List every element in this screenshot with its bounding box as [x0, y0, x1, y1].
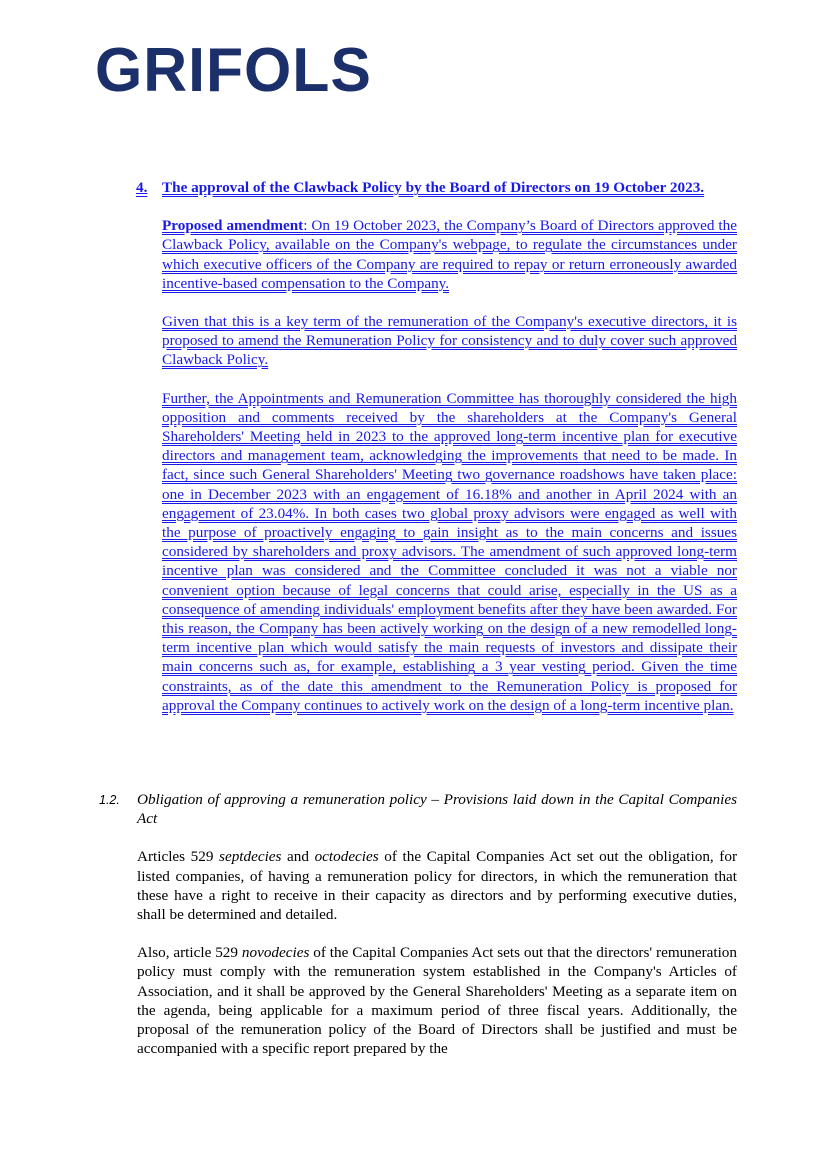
- amendment-block: [136, 178, 737, 734]
- grifols-logo: GRIFOLS: [95, 36, 372, 105]
- proposed-amendment-label: Proposed amendment: [162, 217, 304, 235]
- italic-term: octodecies: [314, 848, 379, 866]
- section-number: 1.2.: [99, 793, 120, 807]
- text-run: of the Capital Companies Act sets out that the directors' remuneration policy must comply with the remuneration system established in the Company's Articles of Association, and it shall be approved by the General Shareholders' Meeting as a separate item on the agenda, being applicable for a maximum period of three fiscal years. Additionally, the proposal of the remuneration policy of the Board of Directors shall be justified and must be accompanied with a specific report prepared by the: [137, 944, 737, 1058]
- italic-term: novodecies: [241, 944, 310, 962]
- text-run: Articles 529: [137, 848, 220, 866]
- amendment-paragraph-3: Further, the Appointments and Remuneration Committee has thoroughly considered the high opposition and comments received by the shareholders at the Company's General Shareholders' Meeting held in 2023 to the approved long-term incentive plan for executive directors and management team, acknowledging the improvements that need to be made. In fact, since such General Shareholders' Meeting two governance roadshows have taken place: one in December 2023 with an engagement of 16.18% and another in April 2024 with an engagement of 23.04%. In both cases two global proxy advisors were engaged as well with the purpose of proactively engaging to gain insight as to the main concerns and issues considered by shareholders and proxy advisors. The amendment of such approved long-term incentive plan was considered and the Committee concluded it was not a viable nor convenient option because of legal concerns that could arise, especially in the US as a consequence of amending individuals' employment benefits after they have been awarded. For this reason, the Company has been actively working on the design of a new remodelled long-term incentive plan which would satisfy the main requests of investors and dissipate their main concerns such as, for example, establishing a 3 year vesting period. Given the time constraints, as of the date this amendment to the Remuneration Policy is proposed for approval the Company continues to actively work on the design of a long-term incentive plan.: [162, 389, 737, 714]
- amendment-number: 4.: [136, 179, 148, 196]
- section-paragraph-2: [137, 943, 737, 1058]
- section-paragraph-1: [137, 847, 737, 924]
- amendment-paragraph-2: Given that this is a key term of the remuneration of the Company's executive directors, it is proposed to amend the Remuneration Policy for consistency and to duly cover such approved Clawback Policy.: [162, 313, 737, 369]
- section-title: Obligation of approving a remuneration policy – Provisions laid down in the Capital Companies Act: [137, 791, 737, 828]
- text-run: of the Capital Companies Act set out the obligation, for listed companies, of having a remuneration policy for directors, in which the remuneration that these have a right to receive in their capacity as directors and by performing executive duties, shall be determined and detailed.: [137, 848, 738, 924]
- amendment-paragraph-1: [162, 216, 737, 293]
- text-run: Also, article 529: [137, 944, 242, 962]
- text-run: and: [281, 848, 315, 866]
- amendment-heading: The approval of the Clawback Policy by the Board of Directors on 19 October 2023.: [162, 179, 705, 196]
- amendment-paragraph-1-text: : On 19 October 2023, the Company’s Board of Directors approved the Clawback Policy, available on the Company's webpage, to regulate the circumstances under which executive officers of the Company are required to repay or return erroneously awarded incentive-based compensation to the Company.: [162, 217, 737, 292]
- italic-term: septdecies: [219, 848, 282, 866]
- section-1-2: [99, 790, 738, 1077]
